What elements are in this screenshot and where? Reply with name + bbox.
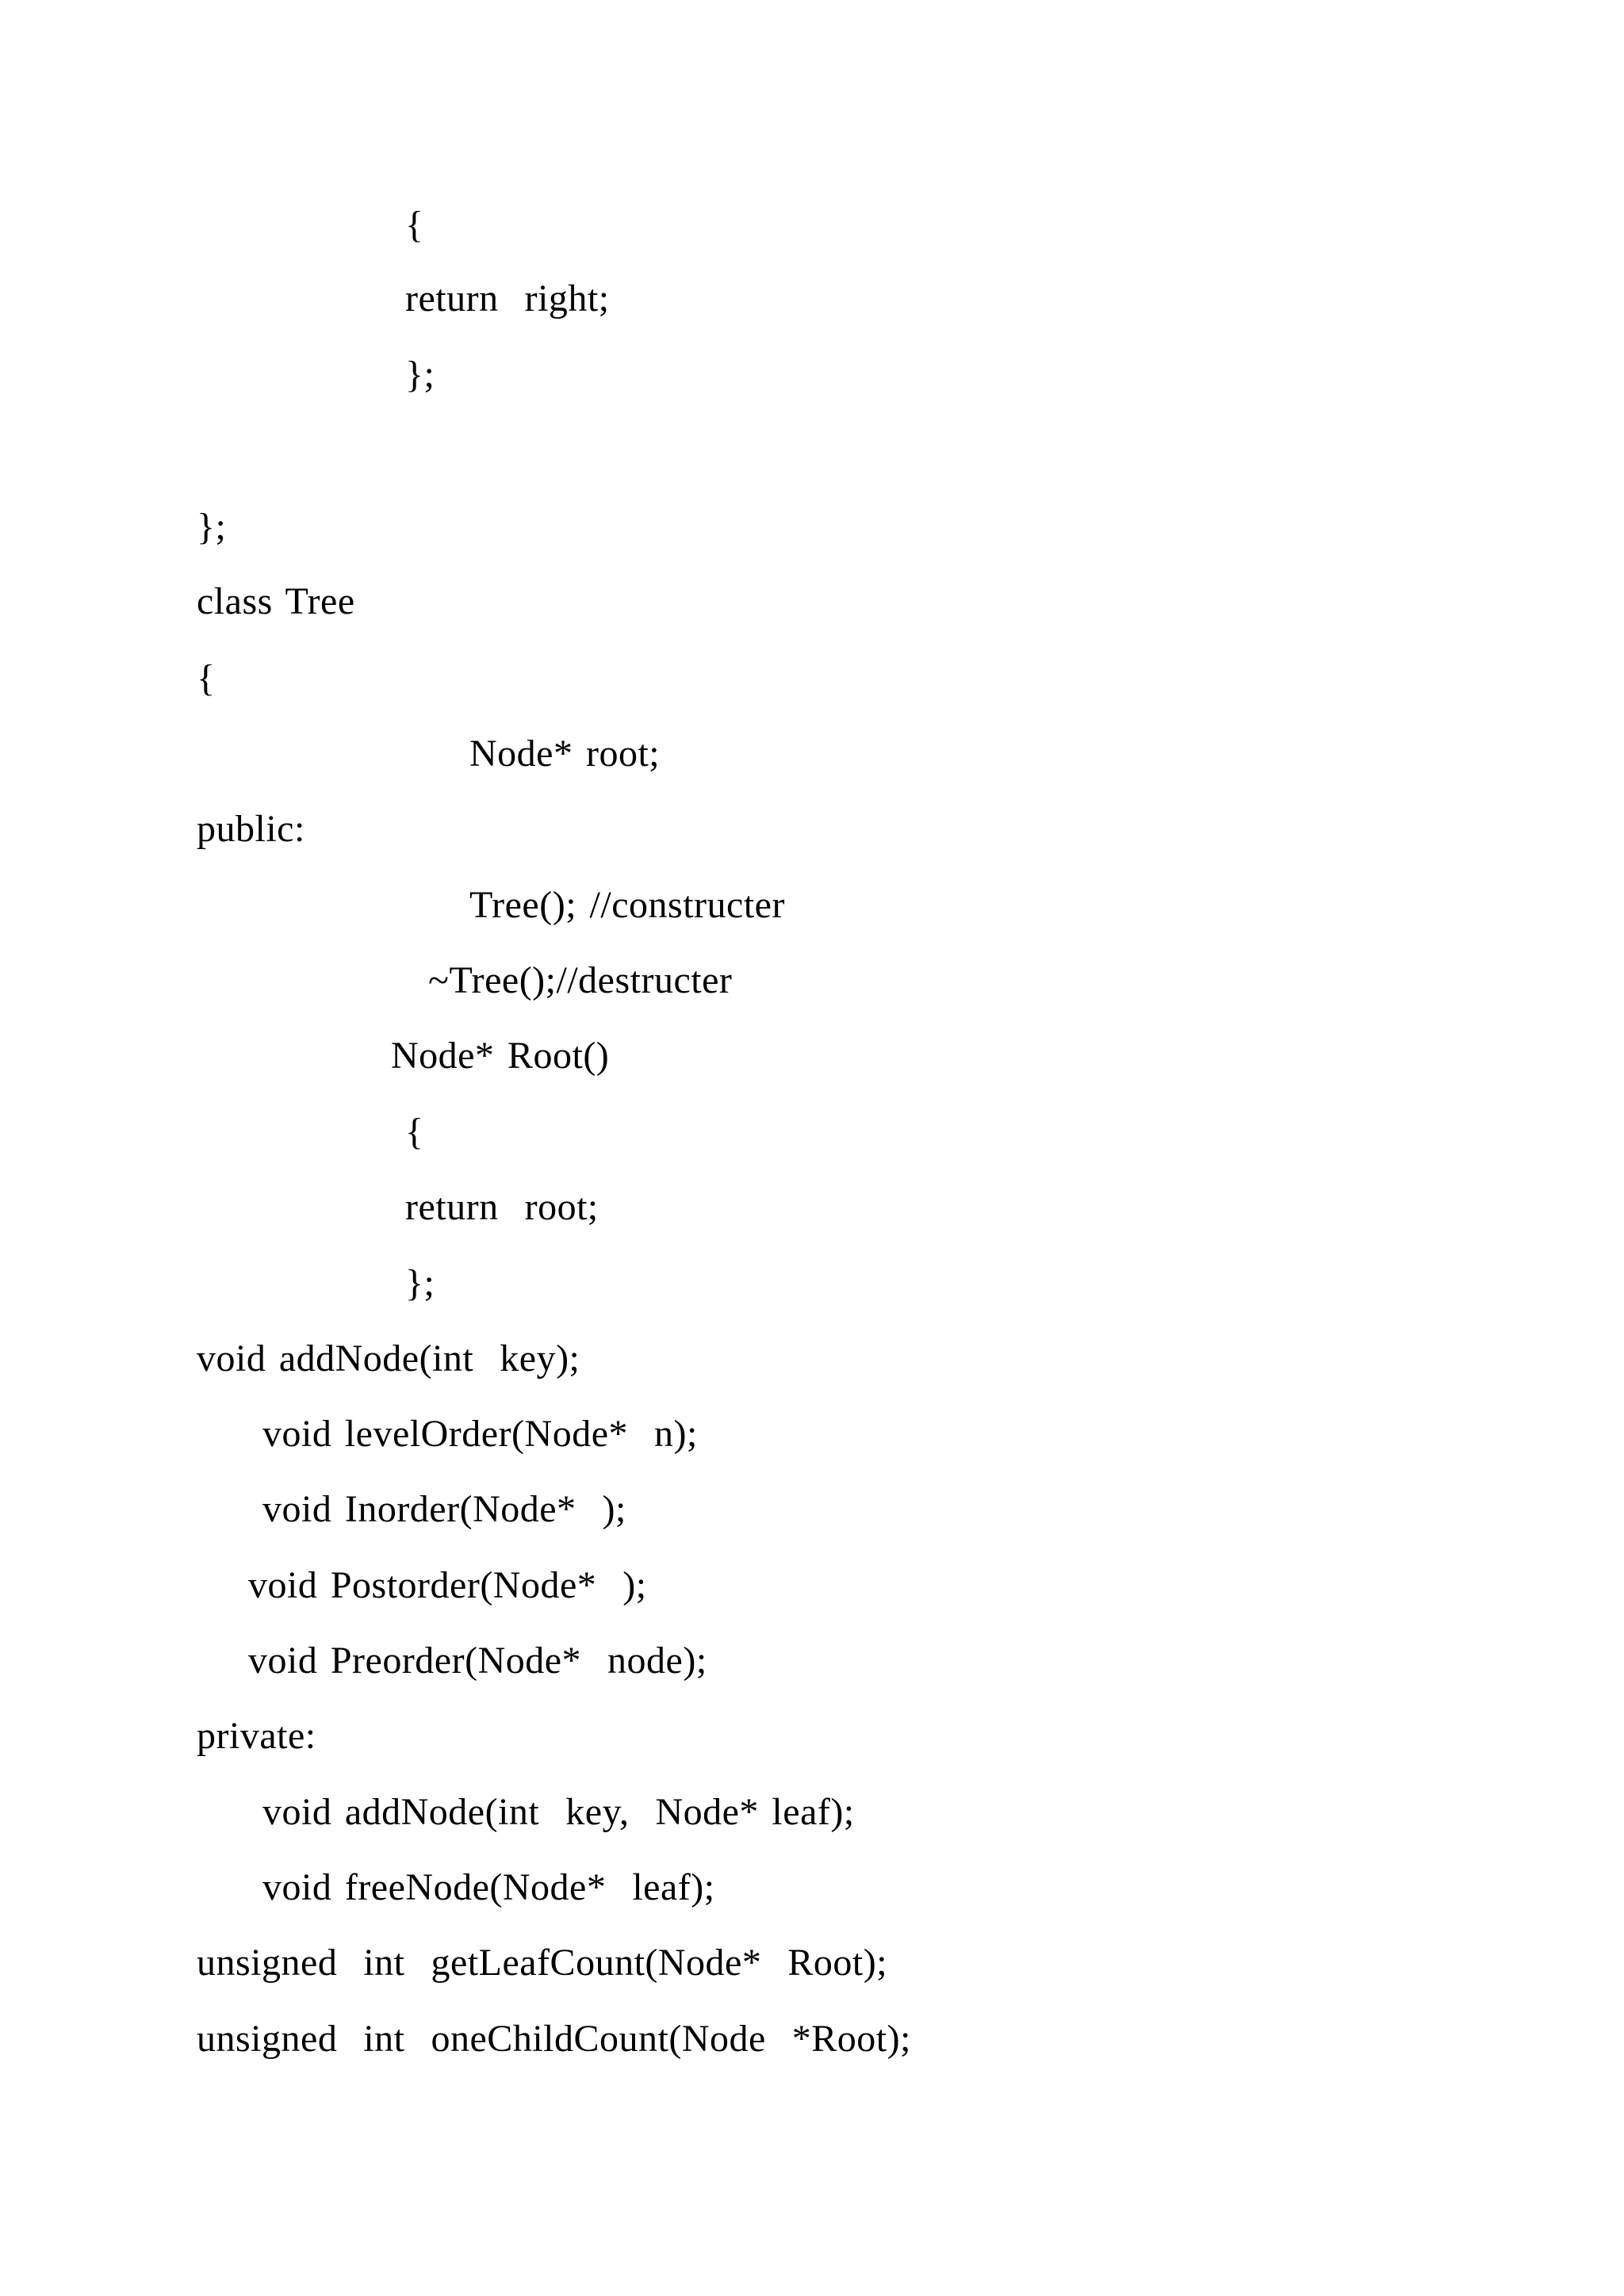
code-line: unsigned int getLeafCount(Node* Root); — [197, 1942, 888, 1984]
code-line: void Postorder(Node* ); — [248, 1564, 647, 1606]
code-line: { — [405, 204, 424, 246]
code-line: void levelOrder(Node* n); — [262, 1413, 698, 1455]
code-line: Node* Root() — [391, 1035, 610, 1077]
code-line: void Inorder(Node* ); — [262, 1488, 626, 1530]
code-line: class Tree — [197, 580, 355, 622]
code-line: }; — [197, 506, 227, 548]
code-line: void addNode(int key, Node* leaf); — [262, 1791, 855, 1833]
code-line: void addNode(int key); — [197, 1337, 580, 1380]
code-line: void freeNode(Node* leaf); — [262, 1866, 715, 1908]
code-line: private: — [197, 1715, 316, 1757]
code-line: { — [405, 1111, 424, 1153]
code-line: unsigned int oneChildCount(Node *Root); — [197, 2018, 911, 2060]
code-line: Tree(); //constructer — [469, 884, 785, 926]
code-line: ~Tree();//destructer — [428, 959, 733, 1001]
code-line: Node* root; — [469, 733, 661, 775]
code-line: }; — [405, 354, 435, 396]
code-line: return root; — [405, 1186, 599, 1228]
code-line: return right; — [405, 277, 610, 320]
code-line: void Preorder(Node* node); — [248, 1640, 707, 1682]
code-line: { — [197, 657, 216, 699]
code-line: public: — [197, 808, 305, 850]
code-line: }; — [405, 1262, 435, 1304]
